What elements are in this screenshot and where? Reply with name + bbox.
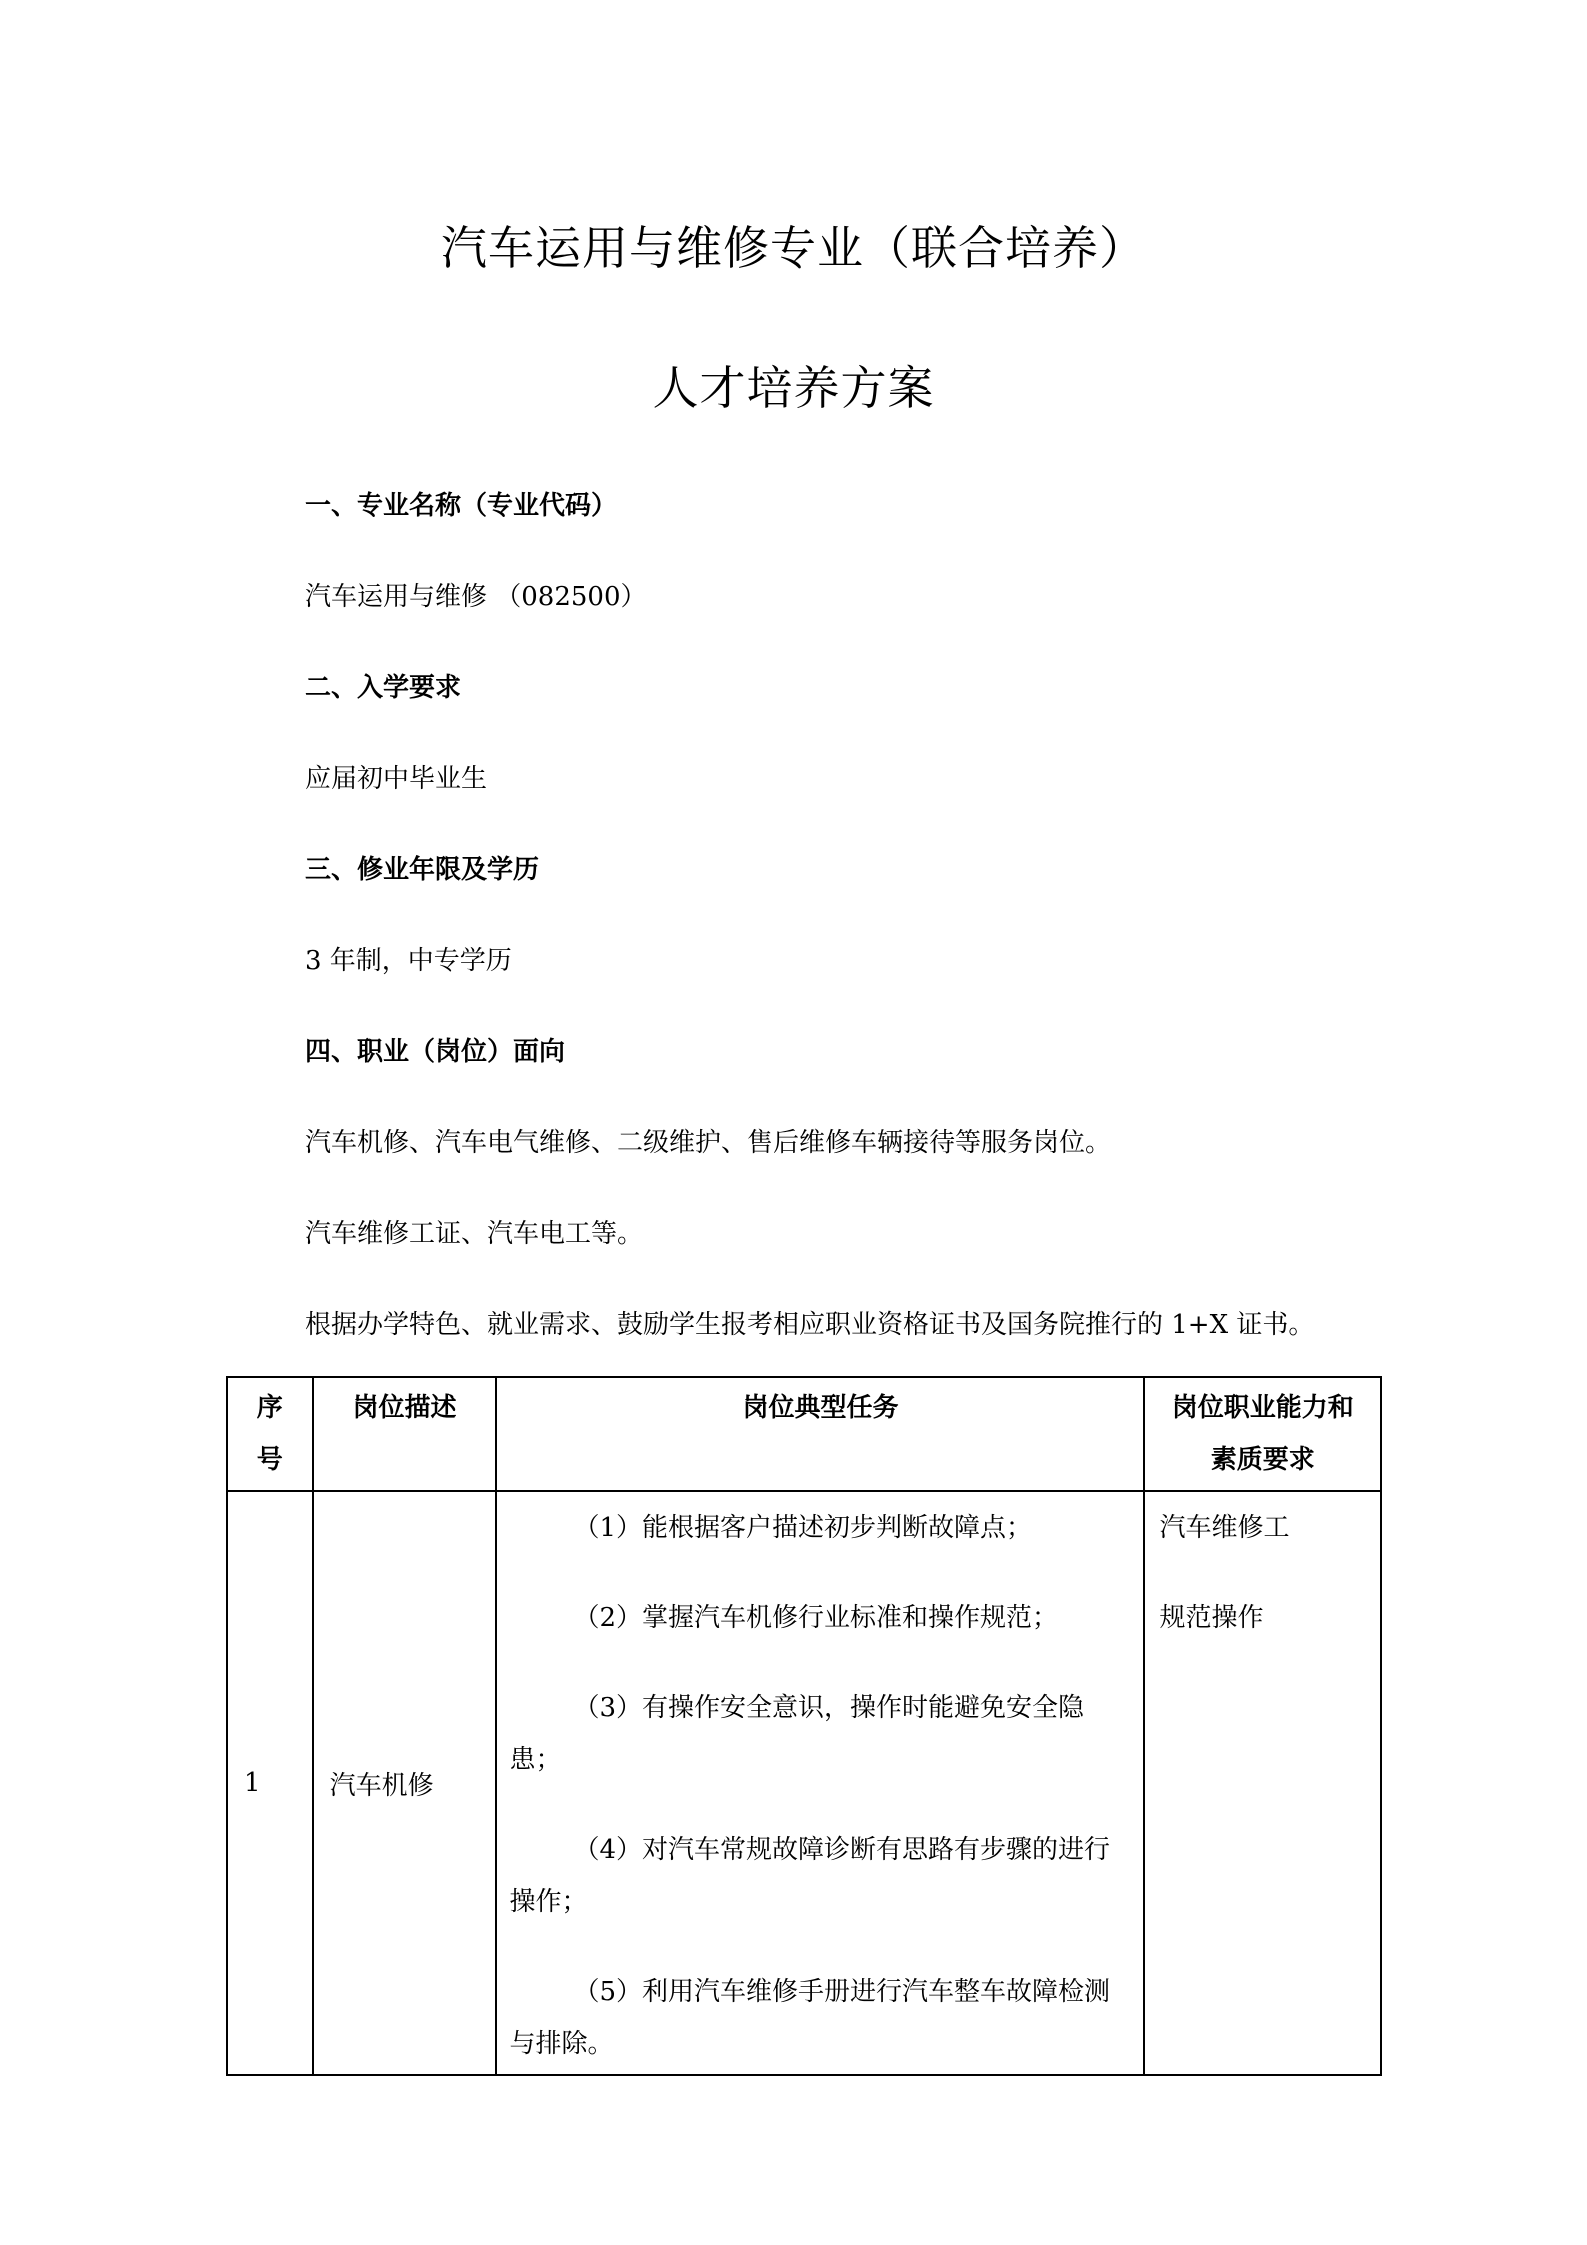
task-item: （4）对汽车常规故障诊断有思路有步骤的进行操作； [509, 1835, 1110, 1917]
header-no [227, 1377, 313, 1491]
header-req-line2: 素质要求 [1210, 1445, 1315, 1475]
section-4-body-2: 汽车维修工证、汽车电工等。 [305, 1219, 644, 1249]
cell-job-desc: 汽车机修 [313, 1491, 497, 2075]
task-item: （5）利用汽车维修手册进行汽车整车故障检测与排除。 [509, 1977, 1110, 2059]
document-title-line1: 汽车运用与维修专业（联合培养） [441, 221, 1146, 275]
requirement-item: 规范操作 [1159, 1603, 1264, 1633]
task-item: （1）能根据客户描述初步判断故障点； [573, 1513, 1032, 1543]
section-2-body: 应届初中毕业生 [305, 764, 488, 794]
section-1-body: 汽车运用与维修 （082500） [305, 582, 647, 612]
cell-row-no: 1 [227, 1491, 313, 2075]
job-requirements-table [226, 1376, 1382, 2076]
header-req [1144, 1377, 1381, 1491]
header-no-line2: 号 [256, 1445, 283, 1475]
header-desc: 岗位描述 [313, 1377, 497, 1491]
task-item: （3）有操作安全意识，操作时能避免安全隐患； [509, 1693, 1084, 1775]
section-2-heading: 二、入学要求 [305, 673, 462, 703]
table-header-row [227, 1377, 1381, 1491]
section-4-body-1: 汽车机修、汽车电气维修、二级维护、售后维修车辆接待等服务岗位。 [305, 1128, 1112, 1158]
section-4-body-3: 根据办学特色、就业需求、鼓励学生报考相应职业资格证书及国务院推行的 1+X 证书。 [305, 1310, 1315, 1340]
cell-requirements [1144, 1491, 1381, 2075]
section-3-body: 3 年制，中专学历 [305, 946, 512, 976]
task-item: （2）掌握汽车机修行业标准和操作规范； [573, 1603, 1058, 1633]
section-4-heading: 四、职业（岗位）面向 [305, 1037, 566, 1067]
section-1-heading: 一、专业名称（专业代码） [305, 491, 618, 521]
document-title-line2: 人才培养方案 [652, 361, 935, 415]
header-no-line1: 序 [256, 1393, 283, 1423]
cell-tasks [496, 1491, 1144, 2075]
header-task: 岗位典型任务 [496, 1377, 1144, 1491]
requirement-item: 汽车维修工 [1159, 1513, 1290, 1543]
section-3-heading: 三、修业年限及学历 [305, 855, 540, 885]
table-row [227, 1491, 1381, 2075]
header-req-line1: 岗位职业能力和 [1171, 1393, 1354, 1423]
